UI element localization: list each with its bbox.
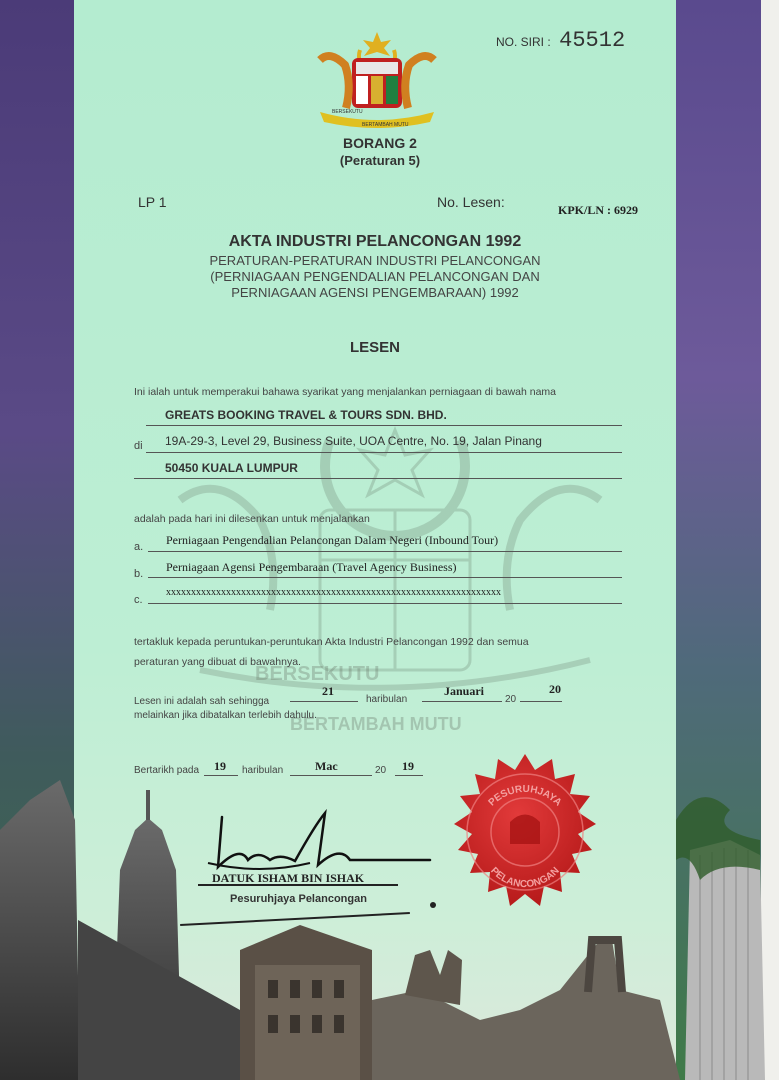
business-item-a-letter: a. (134, 541, 144, 553)
business-item-c-letter: c. (134, 594, 143, 606)
form-code: LP 1 (138, 194, 167, 210)
certification-statement: Ini ialah untuk memperakui bahawa syarikat yang menjalankan perniagaan di bawah nama (134, 386, 557, 398)
signatory-title: Pesuruhjaya Pelancongan (230, 893, 367, 905)
license-heading: LESEN (349, 339, 400, 356)
form-title: BORANG 2 (343, 135, 417, 151)
address-line-2: 50450 KUALA LUMPUR (165, 461, 298, 475)
validity-month: Januari (444, 684, 485, 698)
signature-line (198, 884, 398, 886)
serial-value: 45512 (559, 28, 626, 53)
company-name: GREATS BOOKING TRAVEL & TOURS SDN. BHD. (165, 408, 447, 422)
validity-year: 20 (549, 682, 561, 696)
business-item-b-letter: b. (134, 568, 144, 580)
act-title-block (150, 233, 600, 300)
business-item-a-line (148, 551, 622, 552)
validity-suffix: melainkan jika dibatalkan terlebih dahulu. (134, 710, 317, 721)
address-line-1-rule (146, 452, 622, 453)
crest-ribbon-left: BERSEKUTU (332, 109, 363, 115)
dated-year: 19 (402, 759, 414, 773)
conditions-line-2: peraturan yang dibuat di bawahnya. (134, 656, 301, 668)
dated-month: Mac (315, 759, 338, 773)
form-title-block (300, 135, 460, 168)
license-number-value: KPK/LN : 6929 (558, 203, 638, 217)
signatory-name: DATUK ISHAM BIN ISHAK (212, 871, 365, 885)
watermark-top-text: BERSEKUTU (255, 663, 380, 685)
validity-day: 21 (322, 684, 334, 698)
dated-year-prefix: 20 (375, 765, 387, 776)
serial-label: NO. SIRI : (496, 35, 551, 49)
dated-day: 19 (214, 759, 226, 773)
serial-number (496, 28, 625, 53)
business-item-a: Perniagaan Pengendalian Pelancongan Dalam Negeri (Inbound Tour) (166, 533, 499, 547)
address-line-1: 19A-29-3, Level 29, Business Suite, UOA Centre, No. 19, Jalan Pinang (165, 434, 542, 448)
validity-prefix: Lesen ini adalah sah sehingga (134, 696, 270, 707)
business-item-b-line (148, 577, 622, 578)
address-line-2-rule (134, 478, 622, 479)
act-title: AKTA INDUSTRI PELANCONGAN 1992 (228, 233, 522, 250)
crest-ribbon-bottom: BERTAMBAH MUTU (362, 122, 409, 128)
watermark-bottom-text: BERTAMBAH MUTU (290, 714, 462, 734)
coat-of-arms-crest (310, 30, 445, 130)
dated-prefix: Bertarikh pada (134, 765, 200, 776)
business-item-c-line (148, 603, 622, 604)
validity-month-line (422, 701, 502, 702)
dated-haribulan: haribulan (242, 765, 284, 776)
seal-top-text: PESURUHJAYA (486, 783, 564, 809)
validity-day-line (290, 701, 358, 702)
licensed-intro: adalah pada hari ini dilesenkan untuk menjalankan (134, 513, 370, 525)
validity-year-line (520, 701, 562, 702)
official-red-seal (440, 752, 610, 922)
validity-year-prefix: 20 (505, 694, 517, 705)
address-prefix: di (134, 440, 143, 452)
company-name-line (146, 425, 622, 426)
seal-bottom-text: PELANCONGAN (488, 865, 562, 891)
business-item-b: Perniagaan Agensi Pengembaraan (Travel Agency Business) (166, 560, 457, 574)
validity-haribulan: haribulan (366, 694, 408, 705)
form-subtitle: (Peraturan 5) (339, 153, 421, 168)
signature-dot (430, 902, 436, 908)
business-item-c: xxxxxxxxxxxxxxxxxxxxxxxxxxxxxxxxxxxxxxxxxxxxxxxxxxxxxxxxxxxxxxxxxxx (166, 587, 501, 598)
license-number-label: No. Lesen: (437, 194, 505, 210)
act-line-3: PERNIAGAAN AGENSI PENGEMBARAAN) 1992 (231, 285, 519, 300)
act-line-1: PERATURAN-PERATURAN INDUSTRI PELANCONGAN (209, 253, 541, 268)
act-line-2: (PERNIAGAAN PENGENDALIAN PELANCONGAN DAN (210, 269, 540, 284)
conditions-line-1: tertakluk kepada peruntukan-peruntukan Akta Industri Pelancongan 1992 dan semua (134, 636, 529, 648)
